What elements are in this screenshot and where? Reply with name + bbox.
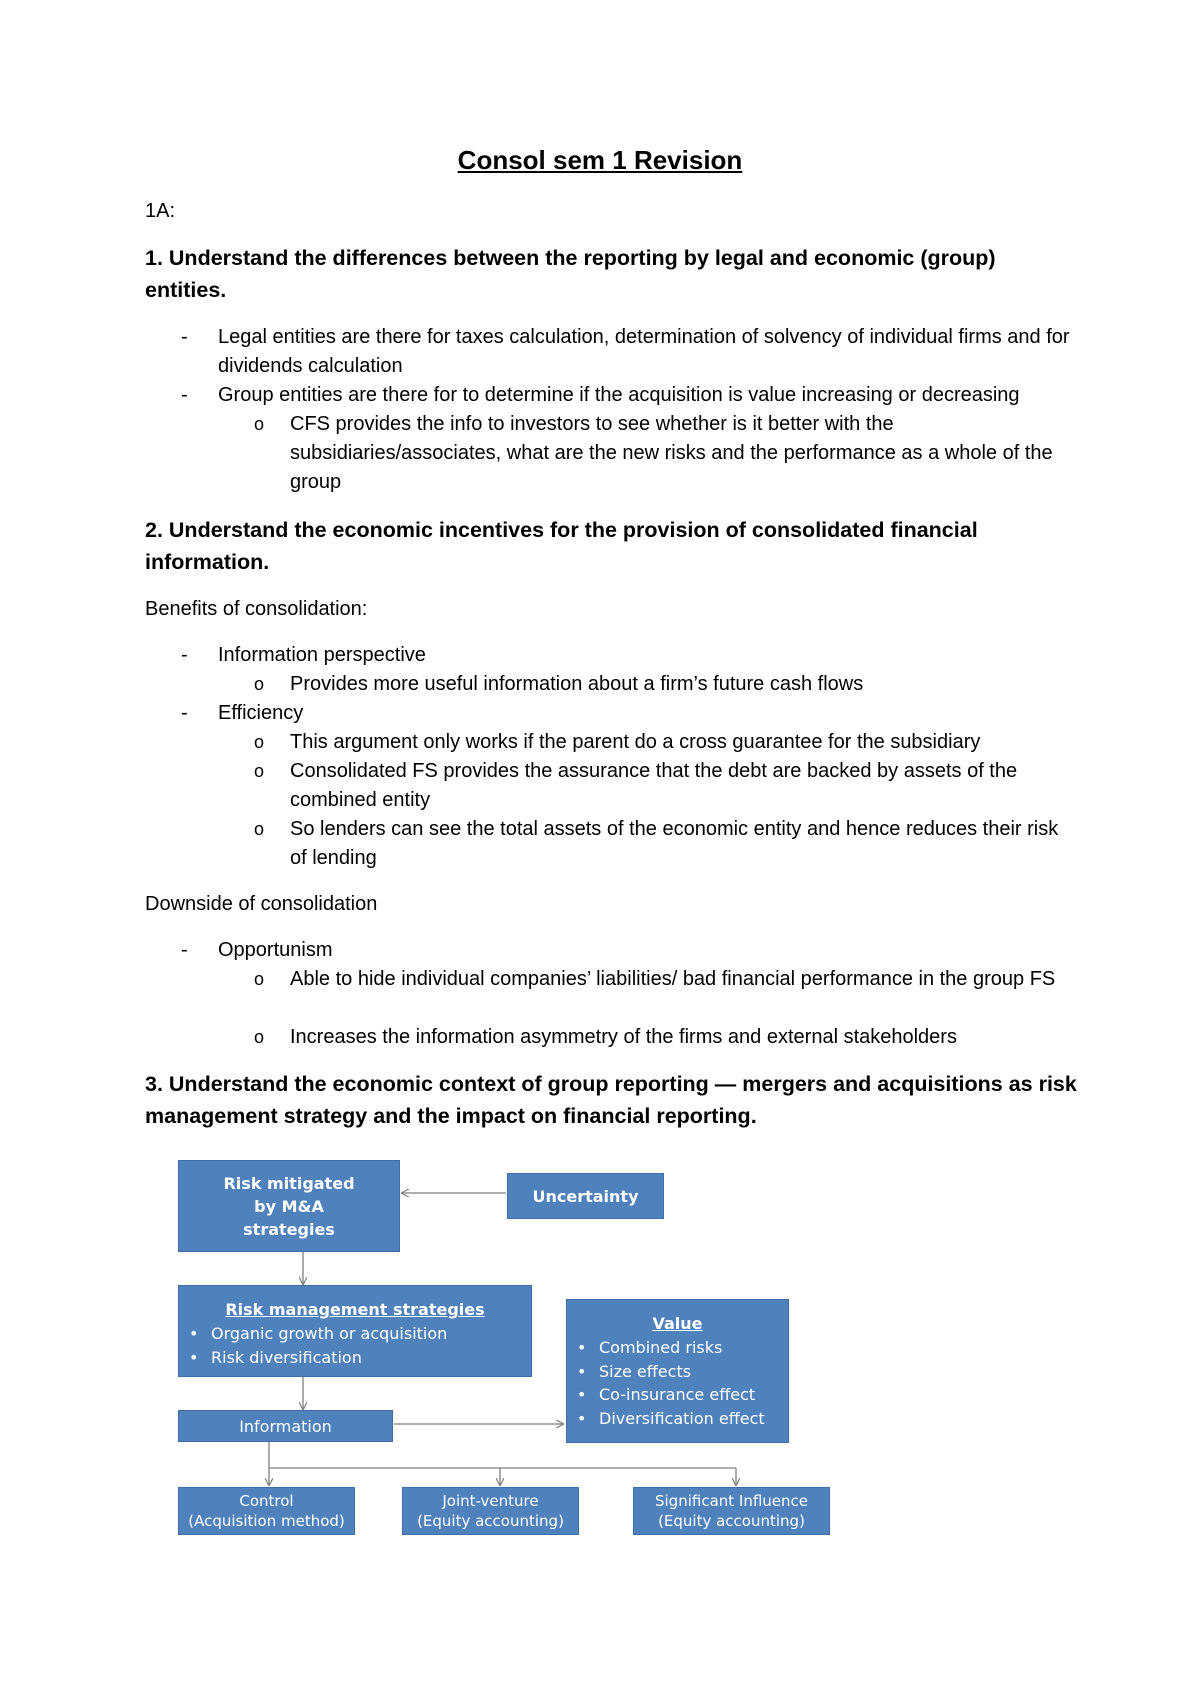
value-box	[566, 1299, 789, 1443]
risk-management-title: Risk management strategies	[225, 1300, 485, 1319]
value-title: Value	[652, 1314, 703, 1333]
circle-bullet: o	[254, 1027, 265, 1047]
risk-mitigated-box	[178, 1160, 400, 1252]
eff-sub-3: So lenders can see the total assets of the economic entity and hence reduces their risk of lending	[290, 818, 1059, 869]
dash-bullet: -	[181, 939, 188, 961]
dash-bullet: -	[181, 644, 188, 666]
q1-bullet-legal: Legal entities are there for taxes calculation, determination of solvency of individual firms and for dividends calculation	[218, 326, 1070, 377]
list-item: • Co-insurance effect	[567, 1383, 788, 1407]
circle-bullet: o	[254, 969, 265, 989]
circle-bullet: o	[254, 819, 265, 839]
opportunism: Opportunism	[218, 939, 333, 961]
control-label: Control	[239, 1492, 294, 1510]
risk-management-list	[179, 1322, 531, 1370]
q1-sub-cfs: CFS provides the info to investors to see whether is it better with the subsidiaries/associates, what are the new risks and the performance as a whole of the group	[290, 413, 1053, 493]
dash-bullet: -	[181, 384, 188, 406]
efficiency: Efficiency	[218, 702, 304, 724]
uncertainty-label: Uncertainty	[532, 1186, 639, 1206]
joint-venture-box	[402, 1487, 579, 1535]
control-sub-label: (Acquisition method)	[188, 1512, 345, 1530]
circle-bullet: o	[254, 761, 265, 781]
list-item: • Combined risks	[567, 1336, 788, 1360]
circle-bullet: o	[254, 414, 265, 434]
jv-sub-label: (Equity accounting)	[417, 1512, 564, 1530]
si-label: Significant Influence	[654, 1492, 809, 1510]
control-box	[178, 1487, 355, 1535]
list-item: • Diversification effect	[567, 1407, 788, 1431]
downside-label: Downside of consolidation	[145, 893, 378, 915]
list-item: • Size effects	[567, 1360, 788, 1384]
risk-mitigated-label: Risk mitigated by M&A strategies	[223, 1173, 355, 1239]
uncertainty-box	[507, 1173, 664, 1219]
q1-heading: 1. Understand the differences between the reporting by legal and economic (group) entities.	[145, 246, 996, 302]
q2-heading: 2. Understand the economic incentives for the provision of consolidated financial information.	[145, 518, 978, 574]
value-list	[567, 1336, 788, 1430]
eff-sub-1: This argument only works if the parent do a cross guarantee for the subsidiary	[290, 731, 981, 753]
q3-heading: 3. Understand the economic context of group reporting — mergers and acquisitions as risk management strategy and the impact on financial reporting.	[145, 1072, 1077, 1128]
opp-sub-1: Able to hide individual companies’ liabilities/ bad financial performance in the group FS	[290, 968, 1056, 990]
dash-bullet: -	[181, 702, 188, 724]
benefits-label: Benefits of consolidation:	[145, 598, 368, 620]
info-perspective: Information perspective	[218, 644, 426, 666]
eff-sub-2: Consolidated FS provides the assurance that the debt are backed by assets of the combined entity	[290, 760, 1018, 811]
circle-bullet: o	[254, 674, 265, 694]
page-title: Consol sem 1 Revision	[457, 145, 743, 175]
dash-bullet: -	[181, 326, 188, 348]
q1-bullet-group: Group entities are there for to determine if the acquisition is value increasing or decreasing	[218, 384, 1020, 406]
list-item: • Organic growth or acquisition	[179, 1322, 531, 1346]
si-sub-label: (Equity accounting)	[658, 1512, 805, 1530]
list-item: • Risk diversification	[179, 1346, 531, 1370]
section-label: 1A:	[145, 200, 176, 222]
information-box	[178, 1410, 393, 1442]
significant-influence-box	[633, 1487, 830, 1535]
jv-label: Joint-venture	[442, 1492, 539, 1510]
opp-sub-2: Increases the information asymmetry of the firms and external stakeholders	[290, 1026, 957, 1048]
circle-bullet: o	[254, 732, 265, 752]
info-sub: Provides more useful information about a firm’s future cash flows	[290, 673, 864, 695]
information-label: Information	[239, 1416, 332, 1436]
risk-management-box	[178, 1285, 532, 1377]
